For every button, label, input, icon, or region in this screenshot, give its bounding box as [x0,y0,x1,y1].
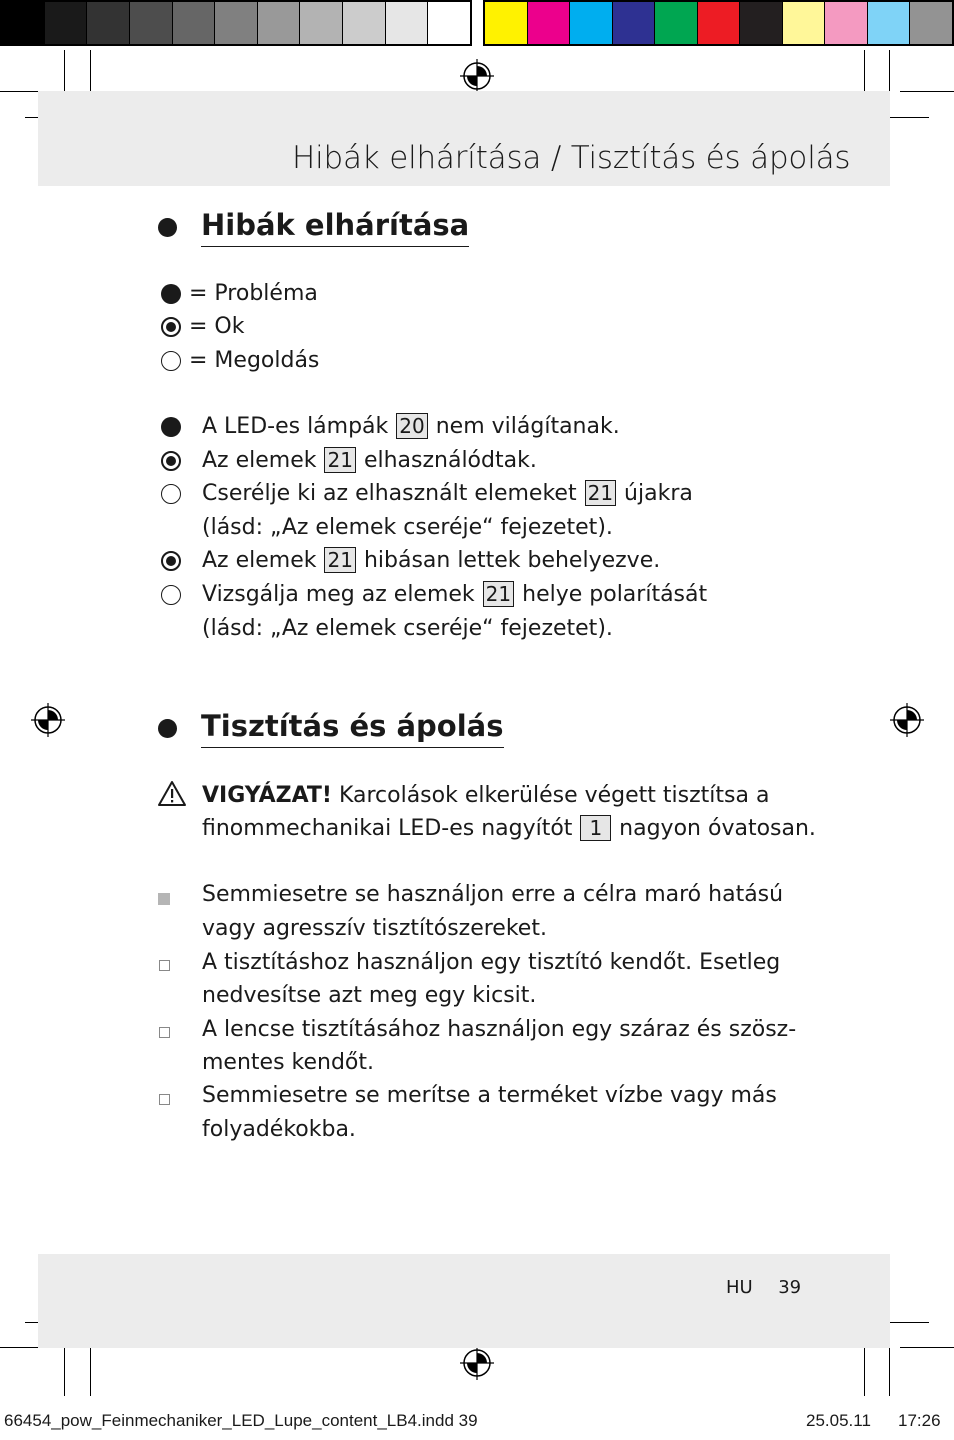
crop-mark [900,91,954,92]
solution-symbol-icon [161,351,181,371]
warning-text: Karcolások elkerülése végett tisztítsa a [338,783,770,808]
checkbox-bullet-icon [159,1027,170,1038]
color-swatch [825,2,868,44]
item-text: Az elemek [202,548,317,573]
cleaning-bullet-continued: nedvesítse azt meg egy kicsit. [202,983,537,1008]
troubleshooting-heading [158,208,469,247]
troubleshoot-item [202,547,660,575]
page-number [726,1277,801,1298]
square-bullet-icon [158,893,170,905]
cleaning-bullet: Semmiesetre se merítse a terméket vízbe vagy más [202,1083,777,1108]
color-swatch [45,2,88,44]
checkbox-bullet-icon [159,1094,170,1105]
cleaning-bullet-continued: vagy agresszív tisztítószereket. [202,916,547,941]
troubleshoot-item [202,447,537,475]
slug-filename: 66454_pow_Feinmechaniker_LED_Lupe_content_LB4.indd 39 [4,1411,478,1430]
color-swatch [910,2,952,44]
crop-mark [900,1347,954,1348]
process-color-bar [483,0,954,46]
item-text: Cserélje ki az elhasznált elemeket [202,481,577,506]
warning-text: finommechanikai LED-es nagyítót [202,816,573,841]
cleaning-heading [158,709,504,748]
color-swatch [868,2,911,44]
cause-symbol-icon [161,317,181,337]
cleaning-bullet: Semmiesetre se használjon erre a célra maró hatású [202,882,784,907]
item-text: helye polarítását [522,582,708,607]
color-swatch [528,2,571,44]
cause-symbol-icon [161,451,181,471]
part-reference: 20 [396,413,427,439]
part-reference: 1 [580,815,611,841]
part-reference: 21 [585,480,616,506]
registration-mark-icon [890,703,924,737]
color-swatch [783,2,826,44]
troubleshoot-item [202,581,707,609]
part-reference: 21 [324,547,355,573]
page-title: Hibák elhárítása / Tisztítás és ápolás [292,140,851,176]
color-swatch [740,2,783,44]
warning-triangle-icon [157,780,187,807]
warning-line [202,782,769,810]
color-swatch [130,2,173,44]
troubleshoot-item [202,480,693,508]
color-swatch [2,2,45,44]
item-text: hibásan lettek behelyezve. [363,548,661,573]
color-swatch [428,2,470,44]
cause-symbol-icon [161,551,181,571]
page-number-value: 39 [778,1277,802,1298]
color-swatch [215,2,258,44]
bullet-dot-icon [158,719,177,738]
problem-symbol-icon [161,284,181,304]
color-swatch [386,2,429,44]
cleaning-bullet-continued: folyadékokba. [202,1117,356,1142]
registration-mark-icon [460,1346,494,1380]
warning-text: nagyon óvatosan. [619,816,816,841]
cleaning-bullet-continued: mentes kendőt. [202,1050,375,1075]
item-text: elhasználódtak. [363,448,537,473]
cleaning-heading-text: Tisztítás és ápolás [201,709,504,748]
color-swatch [613,2,656,44]
color-swatch [87,2,130,44]
item-text: nem világítanak. [435,414,620,439]
solution-symbol-icon [161,484,181,504]
item-text: A LED-es lámpák [202,414,389,439]
cleaning-bullet: A lencse tisztításához használjon egy száraz és szösz- [202,1017,797,1042]
color-swatch [698,2,741,44]
cleaning-bullet: A tisztításhoz használjon egy tisztító kendőt. Esetleg [202,950,781,975]
legend-solution: = Megoldás [189,348,320,373]
part-reference: 21 [324,447,355,473]
checkbox-bullet-icon [159,960,170,971]
crop-mark [889,1348,890,1396]
color-swatch [343,2,386,44]
crop-mark [889,50,890,91]
color-swatch [258,2,301,44]
item-text: Az elemek [202,448,317,473]
crop-mark [64,50,65,91]
troubleshoot-item-continued: (lásd: „Az elemek cseréje“ fejezetet). [202,616,613,641]
troubleshoot-item-continued: (lásd: „Az elemek cseréje“ fejezetet). [202,515,613,540]
warning-line [202,815,816,843]
registration-mark-icon [460,59,494,93]
crop-mark [64,1348,65,1396]
slug-date: 25.05.11 [806,1411,871,1430]
troubleshoot-item [202,413,620,441]
legend-problem: = Probléma [189,281,318,306]
grayscale-color-bar [0,0,472,46]
footer-band [38,1254,890,1348]
legend-ok: = Ok [189,314,245,339]
color-swatch [300,2,343,44]
item-text: Vizsgálja meg az elemek [202,582,475,607]
slug-time: 17:26 [898,1411,941,1430]
color-swatch [570,2,613,44]
registration-mark-icon [31,703,65,737]
warning-label: VIGYÁZAT! [202,783,332,808]
solution-symbol-icon [161,585,181,605]
bullet-dot-icon [158,218,177,237]
troubleshooting-heading-text: Hibák elhárítása [201,208,469,247]
color-swatch [485,2,528,44]
part-reference: 21 [483,581,514,607]
language-code: HU [726,1277,753,1298]
color-swatch [655,2,698,44]
color-swatch [173,2,216,44]
item-text: újakra [624,481,693,506]
problem-symbol-icon [161,417,181,437]
